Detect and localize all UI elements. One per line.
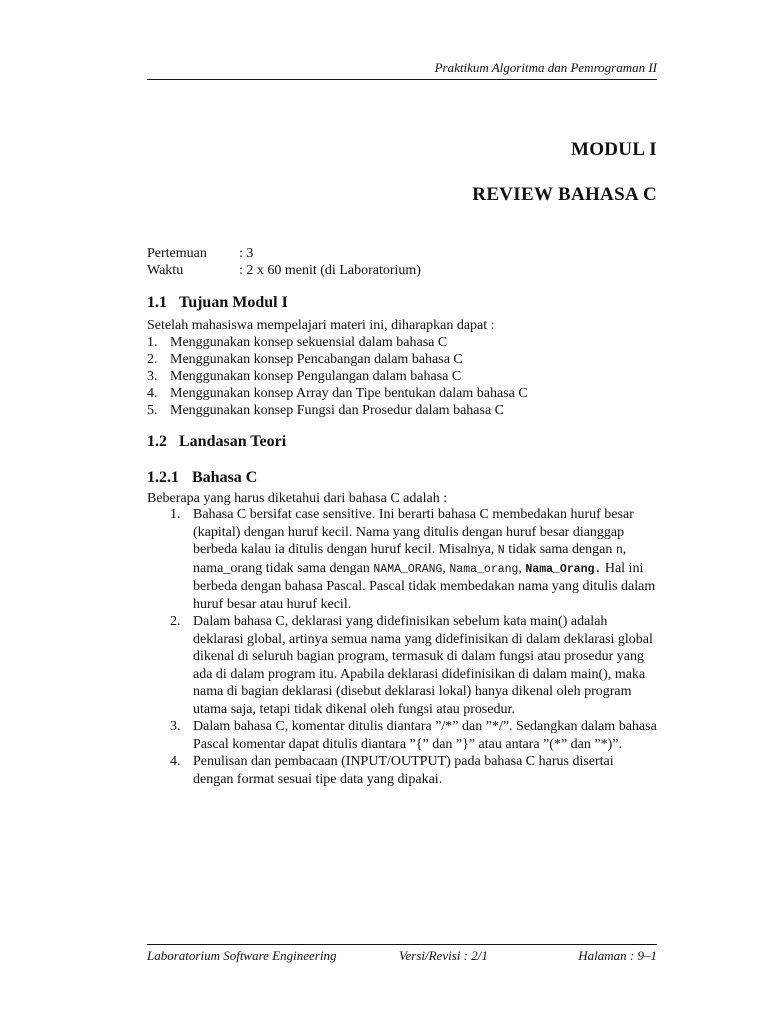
list-item: 2. Dalam bahasa C, deklarasi yang didefinisikan sebelum kata main() adalah deklarasi global, artinya semua nama yang didefinisikan di dalam deklarasi global dikenal di seluruh bagian program, termasuk di dalam fungsi atau prosedur yang ada di dalam program itu. Apabila deklarasi didefinisikan di dalam main(), maka nama di bagian deklarasi (disebut deklarasi lokal) hanya dikenal oleh program utama saja, tetapi tidak dikenal oleh fungsi atau prosedur.	[170, 614, 653, 717]
footer-version: Versi/Revisi : 2/1	[399, 948, 488, 963]
section-1-2-heading	[147, 433, 286, 451]
section-number: 1.1	[147, 294, 167, 311]
section-title: Bahasa C	[192, 469, 258, 486]
section-title: Tujuan Modul I	[179, 294, 288, 311]
module-subtitle: REVIEW BAHASA C	[472, 184, 657, 205]
list-item: 2. Menggunakan konsep Pencabangan dalam bahasa C	[147, 352, 463, 367]
page-footer	[147, 944, 657, 963]
list-item: 4. Menggunakan konsep Array dan Tipe bentukan dalam bahasa C	[147, 386, 528, 401]
section-1-1-heading	[147, 294, 288, 312]
list-item: 4. Penulisan dan pembacaan (INPUT/OUTPUT) pada bahasa C harus disertai dengan format sesuai tipe data yang dipakai.	[170, 754, 614, 787]
meeting-row	[147, 245, 421, 262]
facts-list	[147, 506, 657, 788]
list-item: 3. Menggunakan konsep Pengulangan dalam bahasa C	[147, 369, 462, 384]
time-value: : 2 x 60 menit (di Laboratorium)	[239, 263, 421, 278]
objective-list	[147, 334, 657, 419]
time-label: Waktu	[147, 263, 184, 278]
section-intro: Setelah mahasiswa mempelajari materi ini, diharapkan dapat :	[147, 318, 495, 333]
section-1-2-1-heading	[147, 469, 257, 487]
section-1-2-1-intro: Beberapa yang harus diketahui dari bahasa C adalah :	[147, 491, 448, 506]
list-item: 5. Menggunakan konsep Fungsi dan Prosedur dalam bahasa C	[147, 403, 504, 418]
running-header: Praktikum Algoritma dan Pemrograman II	[147, 60, 657, 80]
module-title: MODUL I	[570, 139, 657, 160]
list-item: 1. Menggunakan konsep sekuensial dalam bahasa C	[147, 335, 448, 350]
footer-lab: Laboratorium Software Engineering	[147, 948, 337, 963]
footer-page: Halaman : 9–1	[578, 948, 657, 963]
section-title: Landasan Teori	[179, 433, 287, 450]
meeting-label: Pertemuan	[147, 246, 207, 261]
document-page	[147, 0, 657, 1024]
time-row	[147, 262, 421, 279]
meeting-info	[147, 245, 421, 279]
section-number: 1.2	[147, 433, 167, 450]
list-item: 3. Dalam bahasa C, komentar ditulis diantara ”/*” dan ”*/”. Sedangkan dalam bahasa Pascal komentar dapat ditulis diantara ”{” dan ”}” atau antara ”(*” dan ”*)”.	[170, 719, 657, 752]
list-item: 1. Bahasa C bersifat case sensitive. Ini berarti bahasa C membedakan huruf besar (kapital) dengan huruf kecil. Nama yang ditulis dengan huruf besar dianggap berbeda kalau ia ditulis dengan huruf kecil. Misalnya, N tidak sama dengan n, nama_orang tidak sama dengan NAMA_ORANG, Nama_orang, Nama_Orang. Hal ini berbeda dengan bahasa Pascal. Pascal tidak membedakan nama yang ditulis dalam huruf besar atau huruf kecil.	[170, 507, 656, 612]
section-1-1-body	[147, 317, 657, 419]
meeting-value: : 3	[239, 246, 254, 261]
section-number: 1.2.1	[147, 469, 179, 486]
